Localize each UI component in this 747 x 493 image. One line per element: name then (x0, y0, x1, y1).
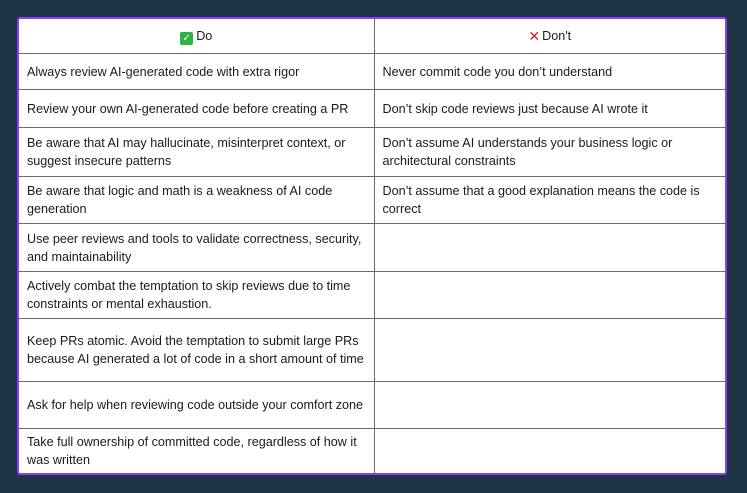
dont-cell: Never commit code you don’t understand (374, 54, 725, 90)
do-cell: Always review AI-generated code with extra rigor (19, 54, 374, 90)
dont-column-label: Don't (542, 29, 572, 44)
do-column-header (19, 19, 374, 54)
dont-cell (374, 319, 725, 382)
do-cell: Be aware that AI may hallucinate, misinterpret context, or suggest insecure patterns (19, 128, 374, 177)
table-row (19, 90, 725, 128)
dont-column-header (374, 19, 725, 54)
table-row (19, 429, 725, 473)
dont-cell (374, 382, 725, 429)
do-cell: Review your own AI-generated code before creating a PR (19, 90, 374, 128)
do-cell: Keep PRs atomic. Avoid the temptation to submit large PRs because AI generated a lot of code in a short amount of time (19, 319, 374, 382)
dont-cell (374, 224, 725, 272)
do-column-label: Do (196, 29, 213, 44)
table-row (19, 382, 725, 429)
do-dont-table-frame (17, 17, 727, 475)
dont-cell: Don’t assume that a good explanation means the code is correct (374, 177, 725, 224)
table-row (19, 272, 725, 319)
do-dont-table (19, 19, 725, 473)
do-cell: Actively combat the temptation to skip reviews due to time constraints or mental exhaustion. (19, 272, 374, 319)
cross-mark-icon: ✕ (528, 29, 541, 46)
table-row (19, 177, 725, 224)
table-header-row (19, 19, 725, 54)
dont-cell (374, 272, 725, 319)
check-mark-icon: ✓ (180, 32, 193, 45)
table-row (19, 224, 725, 272)
table-row (19, 54, 725, 90)
do-cell: Be aware that logic and math is a weakness of AI code generation (19, 177, 374, 224)
do-cell: Ask for help when reviewing code outside your comfort zone (19, 382, 374, 429)
do-cell: Take full ownership of committed code, regardless of how it was written (19, 429, 374, 473)
dont-cell: Don’t assume AI understands your business logic or architectural constraints (374, 128, 725, 177)
dont-cell: Don’t skip code reviews just because AI wrote it (374, 90, 725, 128)
table-row (19, 319, 725, 382)
do-cell: Use peer reviews and tools to validate correctness, security, and maintainability (19, 224, 374, 272)
table-row (19, 128, 725, 177)
dont-cell (374, 429, 725, 473)
